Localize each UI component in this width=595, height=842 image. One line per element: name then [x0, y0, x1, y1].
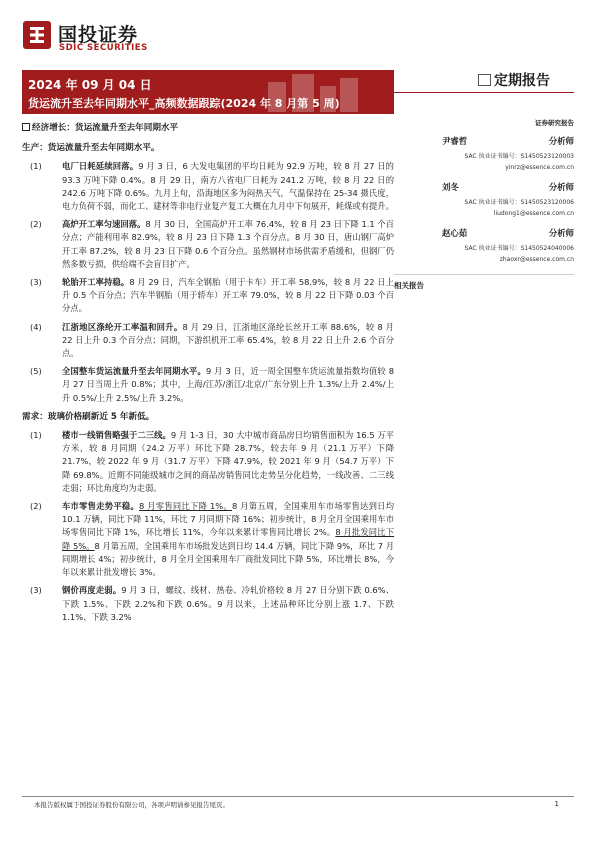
analyst-email[interactable]: zhaoxr@essence.com.cn [499, 256, 574, 263]
analyst-name: 刘冬 [442, 182, 459, 192]
analyst-role: 分析师 [548, 228, 574, 238]
report-date: 2024 年 09 月 04 日 [28, 78, 152, 92]
sidebar [412, 118, 574, 273]
list-item: (5) 全国整车货运流量升至去年同期水平。9 月 3 日，近一周全国整车货运流量指数均值较 8 月 27 日当周上升 0.8%；其中，上海/江苏/浙江/北京/广东分别上升 1.3%/上升 2.4%/上升 0.5%/上升 2.5%/上升 3.2%。 [30, 366, 394, 403]
analyst-email[interactable]: liudong1@essence.com.cn [493, 210, 574, 217]
analyst-role: 分析师 [548, 136, 574, 146]
analyst-cert: SAC 执业证书编号：S1450523120006 [464, 199, 574, 206]
list-item: (3) 轮胎开工率持稳。8 月 29 日，汽车全钢胎（用于卡车）开工率 58.9%，较 8 月 22 日上升 0.5 个百分点；汽车半钢胎（用于轿车）开工率 79.0%，较 8 月 22 日下降 0.03 个百分点。 [30, 277, 394, 314]
report-type-label: 定期报告 [494, 73, 550, 89]
list-item: (2) 车市零售走势平稳。8 月零售同比下降 1%。8 月第五周，全国乘用车市场零售达到日均 10.1 万辆，同比下降 11%，环比 7 月同期下降 16%；初步统计，8 月全月全国乘用车市场零售同比下降 1%，环比增长 11%，今年以来累计零售同比增长 2%。8 月批发同比下降 5%。8 月第五周，全国乘用车市场批发达到日均 14.4 万辆，同比下降 9%，环比 7 月同期增长 4%；初步统计，8 月全月全国乘用车厂商批发同比下降 5%，环比增长 8%，今年以来累计批发增长 3%。 [30, 501, 395, 578]
page-number: 1 [554, 800, 559, 808]
list-item: (1) 电厂日耗延续回落。9 月 3 日，6 大发电集团的平均日耗为 92.9 万吨，较 8 月 27 日的 93.3 万吨下降 0.4%。8 月 29 日，南方八省电厂日耗为 241.2 万吨，较 8 月 22 日的 242.6 万吨下降 0.6%。九月上旬，沿海地区多为闷热天气，气温保持在 25-34 摄氏度，电力负荷不弱，而化工、建材等非电行业复产复工大概在九月中下旬展开，耗煤或有提升。 [30, 161, 394, 212]
brand-name-cn: 国投证券 [58, 24, 139, 46]
list-item: (4) 江浙地区涤纶开工率温和回升。8 月 29 日，江浙地区涤纶长丝开工率 88.6%，较 8 月 22 日上升 0.3 个百分点；同期，下游织机开工率 65.4%，较 8 月 22 日上升 2.6 个百分点。 [30, 321, 394, 359]
company-logo [22, 18, 192, 58]
analyst-card [412, 227, 574, 263]
sdic-logo-icon [22, 20, 52, 50]
footer-divider [22, 796, 574, 797]
report-title: 货运流升至去年同期水平_高频数据跟踪(2024 年 8 月第 5 周) [28, 97, 340, 110]
section-title: 经济增长：货运流量升至去年同期水平 [22, 122, 394, 135]
brand-name-en: SDIC SECURITIES [59, 43, 148, 53]
analyst-name: 尹睿哲 [442, 136, 468, 146]
header-divider [394, 92, 574, 93]
list-item: (2) 高炉开工率匀速回落。8 月 30 日，全国高炉开工率 76.4%，较 8 月 23 日下降 1.1 个百分点；产能利用率 82.9%，较 8 月 23 日下降 1.3 个百分点。8 月 30 日，唐山钢厂高炉开工率 87.2%，较 8 月 23 日下降 0.6 个百分点。虽然钢材市场供需矛盾缓和，但钢厂仍然多数亏损，供给端不会盲目扩产。 [30, 219, 394, 269]
related-reports-heading: 相关报告 [394, 274, 574, 291]
chart-icon [478, 74, 491, 86]
analyst-name: 赵心茹 [442, 228, 468, 238]
production-heading: 生产：货运流量升至去年同期水平。 [22, 143, 160, 154]
list-item: (3) 钢价再度走弱。9 月 3 日，螺纹、线材、热卷、冷轧价格较 8 月 27 日分别下跌 0.6%、下跌 1.5%、下跌 2.2%和下跌 0.6%。9 月以来，上述品种环比分别上涨 1.7、下跌 1.1%、下跌 3.2% [30, 585, 394, 622]
main-content [22, 122, 394, 629]
analyst-role: 分析师 [548, 182, 574, 192]
demand-heading: 需求：玻璃价格刷新近 5 年新低。 [22, 411, 155, 422]
analyst-cert: SAC 执业证书编号：S1450523120003 [464, 153, 574, 160]
list-item: (1) 楼市一线销售略强于二三线。9 月 1-3 日，30 大中城市商品房日均销售面积为 16.5 万平方米，较 8 月同期（24.2 万平）环比下降 28.7%，较去年 9 月（21.1 万平）下降 21.7%，较 2022 年 9 月（31.7 万平）下降 47.9%，较 2021 年 9 月（54.7 万平）下降 69.8%。近期不同能级城市之间的商品房销售同比走势呈分化趋势，一线改善、二三线走弱；环比角度均为走弱。 [30, 430, 394, 493]
analyst-card [412, 181, 574, 217]
analyst-cert: SAC 执业证书编号：S1450524040006 [464, 245, 574, 252]
analyst-email[interactable]: yinrz@essence.com.cn [505, 164, 574, 171]
footer-disclaimer: 本报告版权属于国投证券股份有限公司，各项声明请参见报告尾页。 [34, 801, 229, 809]
series-label: 证券研究报告 [535, 119, 574, 127]
checkbox-square-icon [22, 123, 30, 131]
title-banner [22, 70, 394, 114]
analyst-card [412, 135, 574, 171]
report-type [478, 70, 550, 90]
